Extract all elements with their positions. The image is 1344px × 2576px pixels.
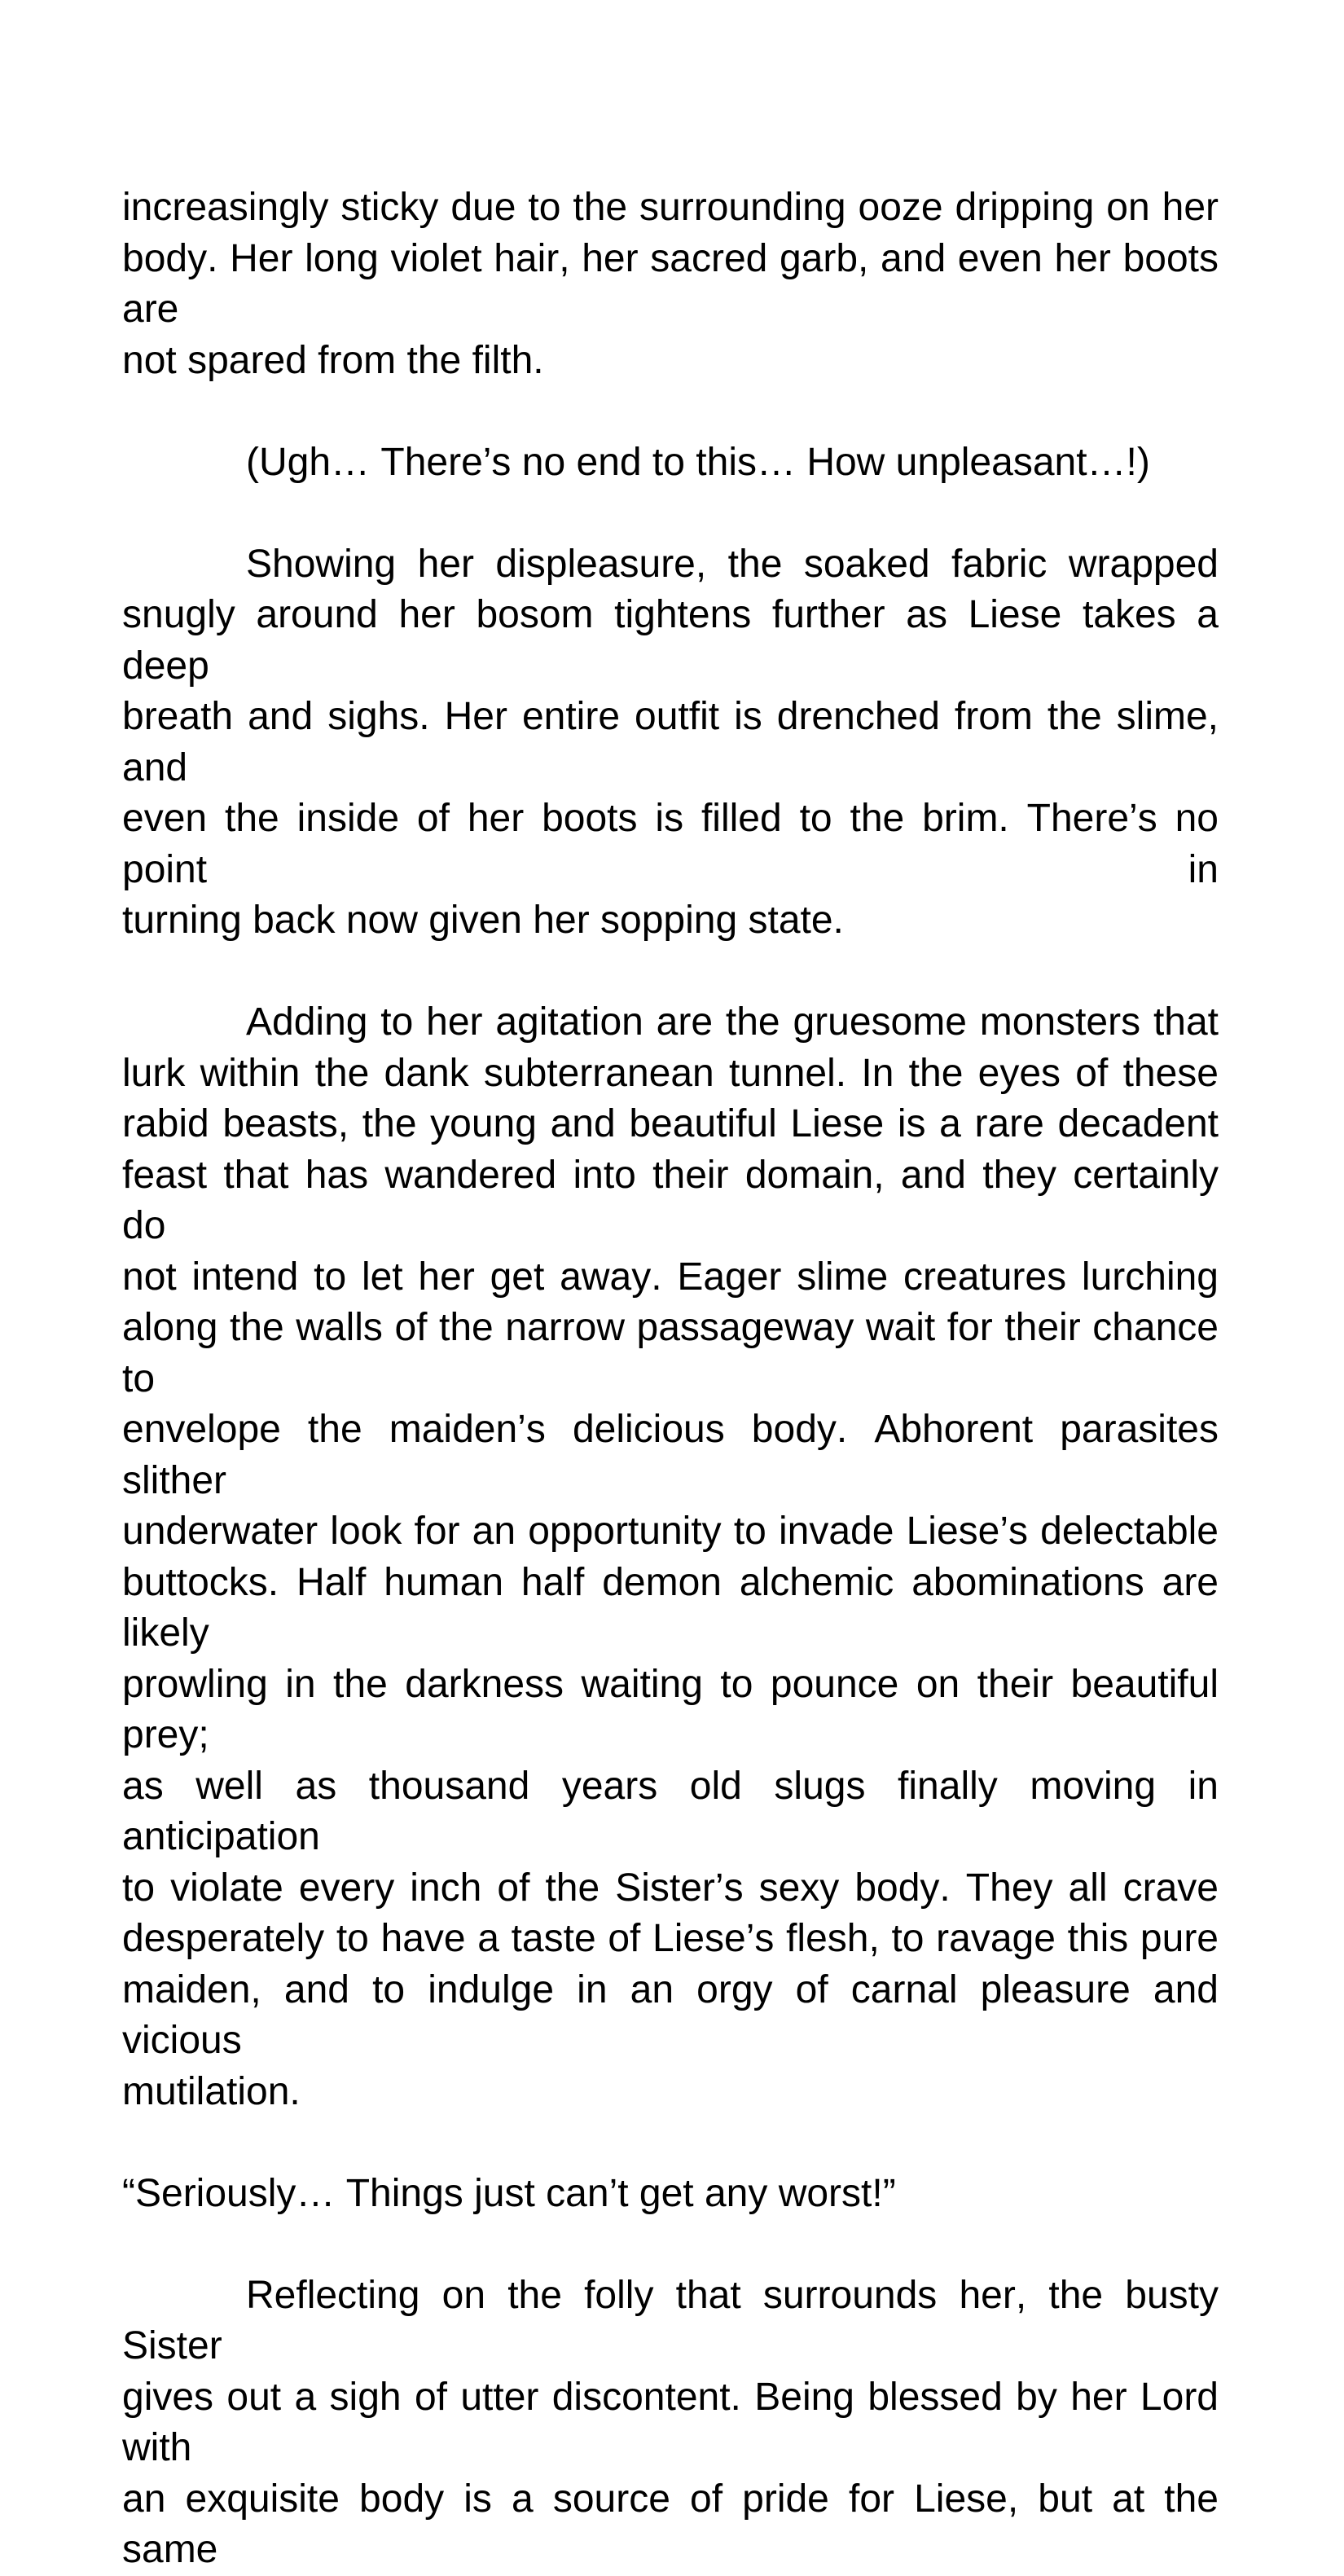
paragraph	[122, 437, 1219, 489]
text-line: Showing her displeasure, the soaked fabric wrapped	[246, 542, 1219, 586]
text-line: snugly around her bosom tightens further as Liese takes a deep	[122, 593, 1219, 688]
text-line: gives out a sigh of utter discontent. Being blessed by her Lord with	[122, 2375, 1219, 2469]
text-line: body. Her long violet hair, her sacred garb, and even her boots are	[122, 236, 1219, 331]
text-line: feast that has wandered into their domain, and they certainly do	[122, 1153, 1219, 1247]
text-line: not intend to let her get away. Eager slime creatures lurching	[122, 1255, 1219, 1299]
text-line: not spared from the filth.	[122, 338, 544, 382]
paragraph	[122, 182, 1219, 386]
text-line: (Ugh… There’s no end to this… How unpleasant…!)	[246, 440, 1150, 484]
paragraph	[122, 2169, 1219, 2220]
text-line: breath and sighs. Her entire outfit is drenched from the slime, and	[122, 695, 1219, 789]
text-line: mutilation.	[122, 2069, 301, 2113]
text-line: along the walls of the narrow passageway wait for their chance to	[122, 1306, 1219, 1400]
text-line: even the inside of her boots is filled to the brim. There’s no point in	[122, 797, 1219, 891]
text-line: buttocks. Half human half demon alchemic abominations are likely	[122, 1560, 1219, 1655]
text-line: lurk within the dank subterranean tunnel. In the eyes of these	[122, 1051, 1219, 1095]
text-line: prowling in the darkness waiting to pounce on their beautiful prey;	[122, 1662, 1219, 1756]
text-line: Reflecting on the folly that surrounds her, the busty Sister	[122, 2273, 1219, 2367]
text-line: increasingly sticky due to the surrounding ooze dripping on her	[122, 186, 1219, 229]
text-line: underwater look for an opportunity to invade Liese’s delectable	[122, 1510, 1219, 1553]
text-line: rabid beasts, the young and beautiful Liese is a rare decadent	[122, 1102, 1219, 1145]
text-line: turning back now given her sopping state.	[122, 899, 844, 942]
text-line: an exquisite body is a source of pride for Liese, but at the same	[122, 2477, 1219, 2571]
paragraph	[122, 997, 1219, 2117]
text-line: as well as thousand years old slugs finally moving in anticipation	[122, 1764, 1219, 1858]
text-line: Adding to her agitation are the gruesome monsters that	[246, 1000, 1219, 1044]
text-block	[122, 182, 1219, 2576]
paragraph	[122, 539, 1219, 947]
paragraph	[122, 2270, 1219, 2576]
text-line: “Seriously… Things just can’t get any worst!”	[122, 2171, 896, 2215]
text-line: envelope the maiden’s delicious body. Abhorent parasites slither	[122, 1408, 1219, 1502]
text-line: maiden, and to indulge in an orgy of carnal pleasure and vicious	[122, 1967, 1219, 2062]
text-line: desperately to have a taste of Liese’s flesh, to ravage this pure	[122, 1917, 1219, 1960]
text-line: to violate every inch of the Sister’s sexy body. They all crave	[122, 1866, 1219, 1910]
